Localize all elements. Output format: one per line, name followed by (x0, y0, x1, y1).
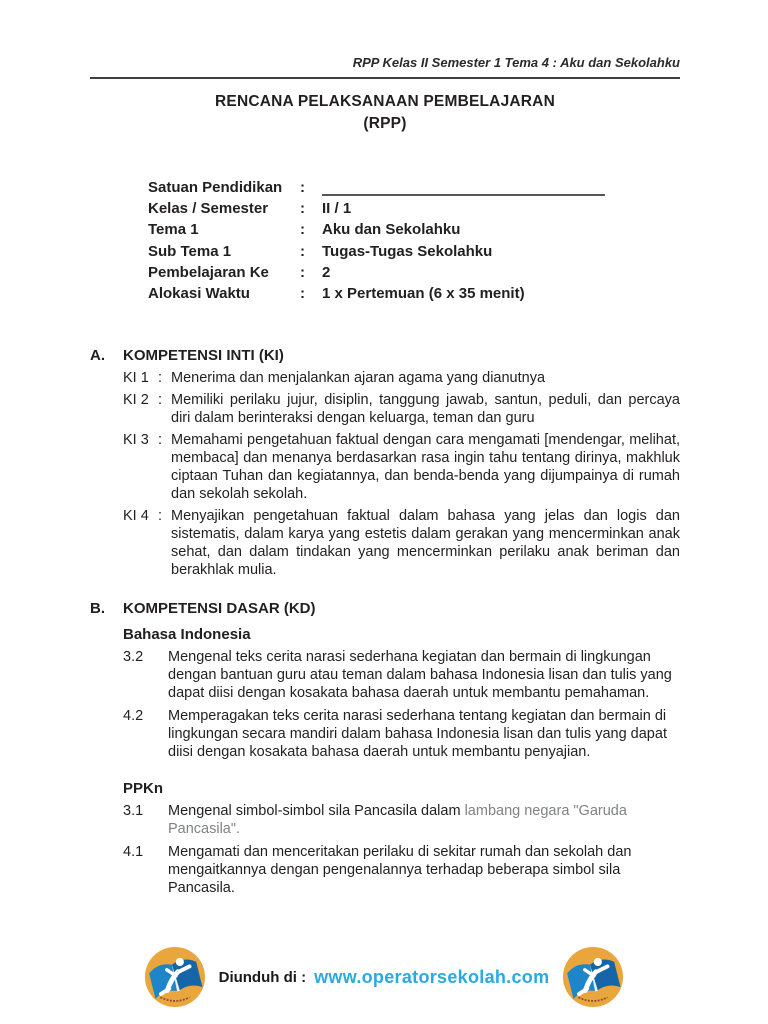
ki-colon: : (158, 508, 163, 525)
kd-item-3-1 (90, 802, 680, 838)
info-row-sub-tema (148, 241, 680, 262)
page-subtitle: (RPP) (363, 115, 407, 132)
title-block (90, 91, 680, 135)
download-label: Diunduh di : (218, 968, 307, 986)
page-header (90, 55, 680, 79)
ki-text: Menyajikan pengetahuan faktual dalam bahasa yang jelas dan logis dan sistematis, dalam karya yang estetis dalam gerakan yang mencerminkan anak sehat, dan dalam tindakan yang mencerminkan perilaku anak beriman dan berakhlak mulia. (171, 508, 680, 579)
ki-colon: : (158, 370, 163, 387)
info-row-satuan-pendidikan (148, 177, 680, 198)
field-value: 1 x Pertemuan (6 x 35 menit) (322, 285, 525, 303)
section-kompetensi-inti (90, 346, 680, 579)
field-label: Satuan Pendidikan (148, 179, 283, 196)
section-title: KOMPETENSI DASAR (KD) (123, 600, 316, 618)
field-colon: : (300, 221, 305, 239)
field-colon: : (300, 242, 305, 260)
kd-text-light: lambang negara "Garuda Pancasila". (168, 803, 627, 838)
section-heading (90, 599, 680, 619)
kd-item-4-1 (90, 843, 680, 897)
kd-text: Mengenal simbol-simbol sila Pancasila dalam lambang negara "Garuda Pancasila". (168, 803, 627, 838)
kd-text: Memperagakan teks cerita narasi sederhana tentang kegiatan dan bermain di lingkungan secara mandiri dalam bahasa Indonesia lisan dan tulis yang dapat diisi dengan kosakata bahasa daerah untuk membantu penyajian. (168, 708, 667, 761)
field-value: 2 (322, 263, 331, 281)
header-running-title: RPP Kelas II Semester 1 Tema 4 : Aku dan Sekolahku (352, 55, 680, 70)
kd-text: Mengamati dan menceritakan perilaku di sekitar rumah dan sekolah dan mengaitkannya dengan pengenalannya terhadap beberapa simbol sila Pancasila. (168, 844, 632, 897)
ki-item-1 (90, 369, 680, 387)
field-colon: : (300, 200, 305, 218)
page-title: RENCANA PELAKSANAAN PEMBELAJARAN (215, 93, 555, 110)
info-row-pembelajaran-ke (148, 262, 680, 283)
ki-label: KI 2 (123, 392, 149, 409)
field-colon: : (300, 179, 305, 196)
ki-colon: : (158, 432, 163, 449)
field-value: Tugas-Tugas Sekolahku (322, 242, 493, 260)
field-label: Kelas / Semester (148, 200, 269, 218)
ki-label: KI 3 (123, 432, 149, 449)
ki-colon: : (158, 392, 163, 409)
field-label: Pembelajaran Ke (148, 263, 269, 281)
kd-text: Mengenal teks cerita narasi sederhana kegiatan dan bermain di lingkungan dengan bantuan guru atau teman dalam bahasa Indonesia lisan dan tulis yang dapat diisi dengan kosakata bahasa daerah untuk membantu pemahaman. (168, 649, 672, 702)
kd-number: 4.2 (123, 708, 144, 725)
info-table (148, 177, 680, 304)
subheading-ppkn: PPKn (123, 780, 164, 798)
section-heading (90, 346, 680, 366)
field-colon: : (300, 285, 305, 303)
blank-underline (322, 178, 605, 196)
ki-item-2 (90, 391, 680, 427)
ki-item-4 (90, 507, 680, 579)
operatorsekolah-logo-icon (144, 946, 206, 1008)
kd-item-4-2 (90, 707, 680, 761)
info-row-alokasi-waktu (148, 283, 680, 304)
section-title: KOMPETENSI INTI (KI) (123, 347, 284, 365)
kd-number: 3.1 (123, 803, 144, 820)
footer-text (219, 967, 550, 988)
info-row-kelas-semester (148, 198, 680, 219)
footer (0, 946, 768, 1008)
field-label: Alokasi Waktu (148, 285, 250, 303)
field-label: Tema 1 (148, 221, 199, 239)
kd-number: 4.1 (123, 844, 144, 861)
kd-number: 3.2 (123, 649, 144, 666)
operatorsekolah-logo-icon (562, 946, 624, 1008)
section-letter: B. (90, 600, 105, 618)
ki-text: Memiliki perilaku jujur, disiplin, tanggung jawab, santun, peduli, dan percaya diri dalam berinteraksi dengan keluarga, teman dan guru (171, 392, 680, 427)
ki-text: Memahami pengetahuan faktual dengan cara mengamati [mendengar, melihat, membaca] dan menanya berdasarkan rasa ingin tahu tentang dirinya, makhluk ciptaan Tuhan dan kegiatannya, dan benda-benda yang dijumpainya di rumah dan sekolah sekolah. (171, 432, 680, 503)
kd-item-3-2 (90, 648, 680, 702)
ki-text: Menerima dan menjalankan ajaran agama yang dianutnya (171, 370, 546, 387)
section-letter: A. (90, 347, 105, 365)
field-value: II / 1 (322, 200, 352, 218)
field-value: Aku dan Sekolahku (322, 221, 461, 239)
website-link[interactable]: www.operatorsekolah.com (314, 966, 550, 987)
info-row-tema (148, 219, 680, 240)
ki-item-3 (90, 431, 680, 503)
field-label: Sub Tema 1 (148, 242, 232, 260)
ki-label: KI 1 (123, 370, 149, 387)
ki-label: KI 4 (123, 508, 149, 525)
field-colon: : (300, 263, 305, 281)
section-kompetensi-dasar (90, 599, 680, 897)
subheading-bahasa-indonesia: Bahasa Indonesia (123, 626, 251, 644)
